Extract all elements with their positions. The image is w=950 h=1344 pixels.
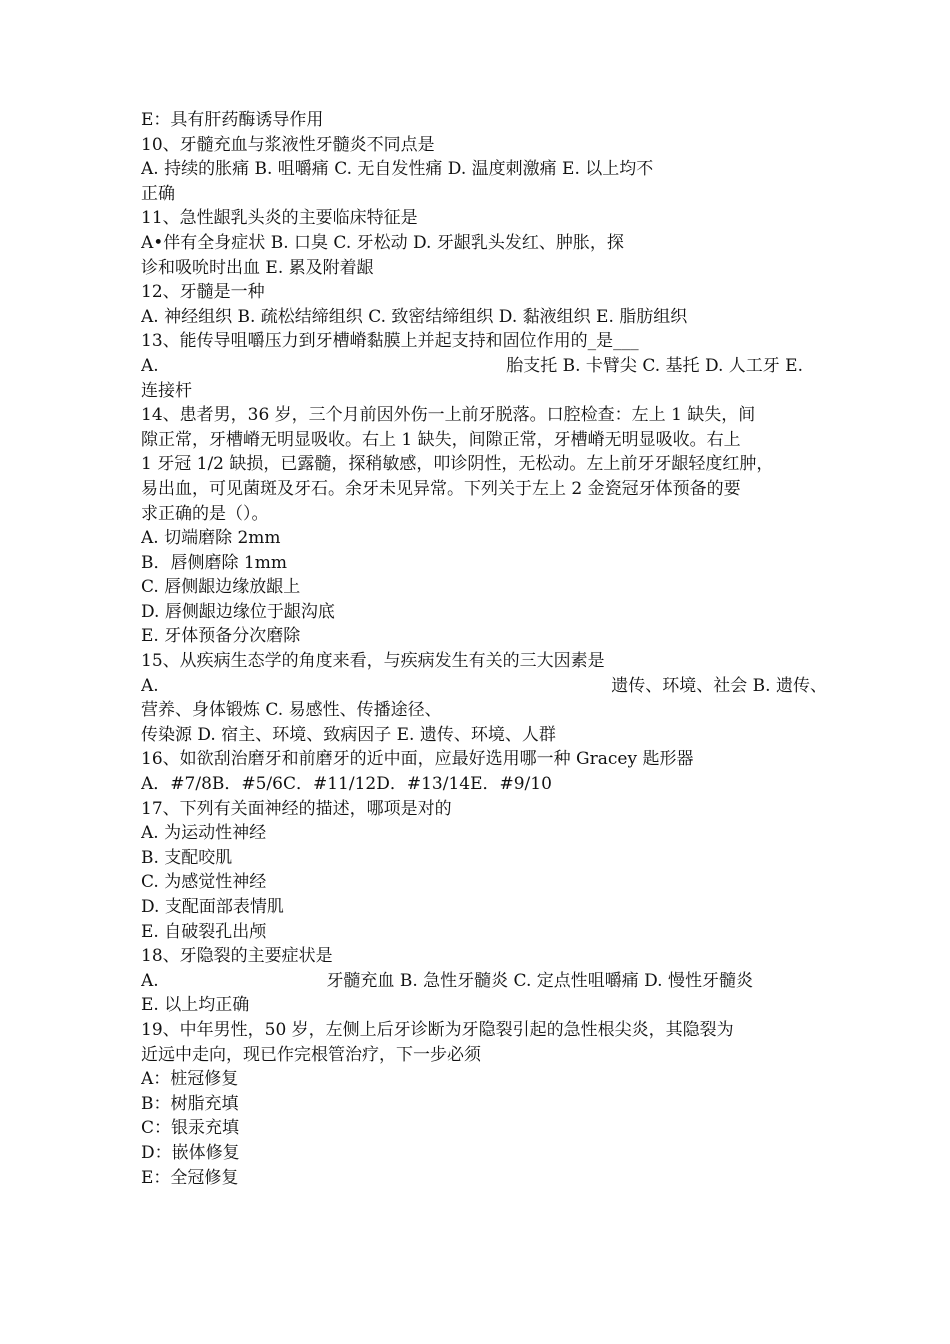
option-text: 胎支托 B. 卡臂尖 C. 基托 D. 人工牙 E. bbox=[506, 355, 803, 376]
question-19-stem: 19、中年男性，50 岁，左侧上后牙诊断为牙隐裂引起的急性根尖炎，其隐裂为 bbox=[141, 1019, 734, 1040]
question-19-option-e: E：全冠修复 bbox=[141, 1167, 239, 1188]
question-15-options-cont: 营养、身体锻炼 C. 易感性、传播途径、 bbox=[141, 700, 442, 721]
option-label: A. bbox=[141, 675, 159, 696]
question-10-stem: 10、牙髓充血与浆液性牙髓炎不同点是 bbox=[141, 134, 435, 155]
question-19-stem-cont: 近远中走向，现已作完根管治疗，下一步必须 bbox=[141, 1044, 481, 1065]
question-12-options: A. 神经组织 B. 疏松结缔组织 C. 致密结缔组织 D. 黏液组织 E. 脂肪组织 bbox=[141, 306, 688, 327]
text-line: E：具有肝药酶诱导作用 bbox=[141, 110, 324, 130]
question-16-stem: 16、如欲刮治磨牙和前磨牙的近中面，应最好选用哪一种 Gracey 匙形器 bbox=[141, 749, 694, 770]
question-16-options: A．#7/8B．#5/6C．#11/12D．#13/14E．#9/10 bbox=[141, 774, 552, 795]
option-label: A. bbox=[141, 355, 159, 376]
question-19-option-b: B：树脂充填 bbox=[141, 1093, 239, 1114]
question-15-options bbox=[141, 674, 827, 699]
question-13-stem: 13、能传导咀嚼压力到牙槽嵴黏膜上并起支持和固位作用的_是___ bbox=[141, 331, 639, 352]
question-14-option-b: B．唇侧磨除 1mm bbox=[141, 552, 287, 573]
question-17-option-c: C. 为感觉性神经 bbox=[141, 872, 267, 893]
question-10-options-cont: 正确 bbox=[141, 183, 175, 204]
question-10-options: A. 持续的胀痛 B. 咀嚼痛 C. 无自发性痛 D. 温度刺激痛 E. 以上均不 bbox=[141, 159, 654, 180]
question-14-stem-cont: 1 牙冠 1/2 缺损，已露髓，探稍敏感，叩诊阴性，无松动。左上前牙牙龈轻度红肿， bbox=[141, 454, 774, 475]
question-13-options-cont: 连接杆 bbox=[141, 380, 192, 401]
question-11-options: A•伴有全身症状 B. 口臭 C. 牙松动 D. 牙龈乳头发红、肿胀，探 bbox=[141, 232, 624, 253]
question-14-stem-cont: 易出血，可见菌斑及牙石。余牙未见异常。下列关于左上 2 金瓷冠牙体预备的要 bbox=[141, 478, 741, 499]
question-19-option-d: D：嵌体修复 bbox=[141, 1142, 240, 1163]
question-11-stem: 11、急性龈乳头炎的主要临床特征是 bbox=[141, 208, 418, 229]
option-label: A. bbox=[141, 970, 159, 991]
question-14-option-e: E. 牙体预备分次磨除 bbox=[141, 626, 301, 647]
question-17-option-e: E. 自破裂孔出颅 bbox=[141, 921, 267, 942]
question-19-option-a: A：桩冠修复 bbox=[141, 1069, 239, 1090]
question-14-stem: 14、患者男，36 岁，三个月前因外伤一上前牙脱落。口腔检查：左上 1 缺失，间 bbox=[141, 405, 756, 426]
question-17-option-a: A. 为运动性神经 bbox=[141, 823, 267, 844]
question-18-stem: 18、牙隐裂的主要症状是 bbox=[141, 946, 333, 967]
question-17-stem: 17、下列有关面神经的描述，哪项是对的 bbox=[141, 798, 452, 819]
question-15-options-cont: 传染源 D. 宿主、环境、致病因子 E. 遗传、环境、人群 bbox=[141, 724, 556, 745]
question-12-stem: 12、牙髓是一种 bbox=[141, 282, 265, 303]
option-text: 遗传、环境、社会 B. 遗传、 bbox=[611, 675, 827, 696]
question-13-options bbox=[141, 354, 803, 379]
question-14-option-c: C. 唇侧龈边缘放龈上 bbox=[141, 577, 301, 598]
question-17-option-d: D. 支配面部表情肌 bbox=[141, 897, 284, 917]
question-14-stem-cont: 求正确的是（）。 bbox=[141, 503, 269, 524]
question-14-stem-cont: 隙正常，牙槽嵴无明显吸收。右上 1 缺失，间隙正常，牙槽嵴无明显吸收。右上 bbox=[141, 429, 741, 450]
question-18-options-cont: E. 以上均正确 bbox=[141, 995, 250, 1016]
question-14-option-d: D. 唇侧龈边缘位于龈沟底 bbox=[141, 601, 335, 622]
question-15-stem: 15、从疾病生态学的角度来看，与疾病发生有关的三大因素是 bbox=[141, 651, 605, 672]
question-18-options bbox=[141, 969, 753, 994]
document-body bbox=[141, 108, 831, 1190]
option-text: 牙髓充血 B. 急性牙髓炎 C. 定点性咀嚼痛 D. 慢性牙髓炎 bbox=[326, 970, 753, 991]
question-14-option-a: A. 切端磨除 2mm bbox=[141, 528, 281, 549]
question-17-option-b: B. 支配咬肌 bbox=[141, 847, 233, 868]
question-19-option-c: C：银汞充填 bbox=[141, 1118, 240, 1139]
question-11-options-cont: 诊和吸吮时出血 E. 累及附着龈 bbox=[141, 257, 374, 278]
